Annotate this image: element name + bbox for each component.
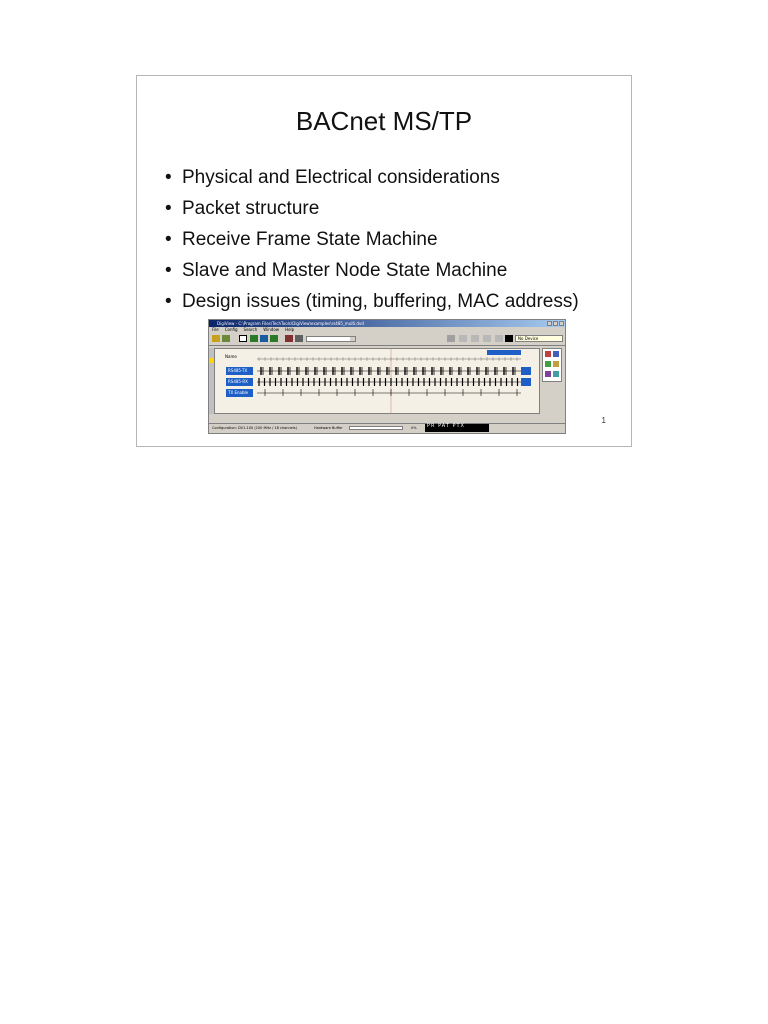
menu-search: Search [243,327,258,332]
name-column-header: Name [225,354,237,359]
waveform-panel [214,348,540,414]
status-indicator-icon [505,335,513,342]
view-select [306,336,356,342]
logic-analyzer-screenshot [208,319,566,434]
device-status: No Device [515,335,563,342]
chevron-down-icon [350,337,355,341]
slide [136,75,632,447]
buffer-label: Hardware Buffer [314,426,343,430]
save-icon [222,335,230,342]
grid-palette [542,348,562,382]
settings-icon [295,335,303,342]
minimize-icon [547,321,552,326]
slide-title: BACnet MS/TP [295,106,473,136]
status-flags: PR PAT PTX [425,424,489,432]
nav-prev-icon [459,335,467,342]
channel-label: TX Enable [226,389,253,397]
bullet-item: • Design issues (timing, buffering, MAC address) [165,286,579,317]
run-icon [250,335,258,342]
palette-icon [543,349,561,381]
buffer-percent: 0% [411,426,417,430]
configuration-status: Configuration: DV1-100 (100 MHz / 18 channels) [212,426,297,430]
menu-config: Config [224,327,238,332]
buffer-progress [349,426,403,430]
print-icon [285,335,293,342]
toolbar [209,333,565,346]
open-folder-icon [212,335,220,342]
capture-icon [270,335,278,342]
channel-label: RS485-RX [226,378,253,386]
window-icon [239,335,247,342]
window-titlebar [209,320,565,327]
menu-window: Window [263,327,280,332]
window-controls [547,321,564,326]
bullet-list [165,162,579,317]
zoom-icon [495,335,503,342]
nav-last-icon [483,335,491,342]
bullet-item: • Slave and Master Node State Machine [165,255,579,286]
waveform-traces [215,349,539,413]
nav-next-icon [471,335,479,342]
menu-help: Help [285,327,295,332]
statusbar [209,423,565,433]
nav-first-icon [447,335,455,342]
bullet-item: • Packet structure [165,193,579,224]
trigger-icon [260,335,268,342]
bullet-item: • Receive Frame State Machine [165,224,579,255]
maximize-icon [553,321,558,326]
close-icon [559,321,564,326]
page-number: 1 [601,416,606,425]
channel-label: RS485-TX [226,367,253,375]
menu-file: File [212,327,219,332]
bullet-item: • Physical and Electrical considerations [165,162,579,193]
window-title: DigiView - C:\Program Files\TechTools\DigiView\examples\rs485_multi.dvd [217,321,364,326]
